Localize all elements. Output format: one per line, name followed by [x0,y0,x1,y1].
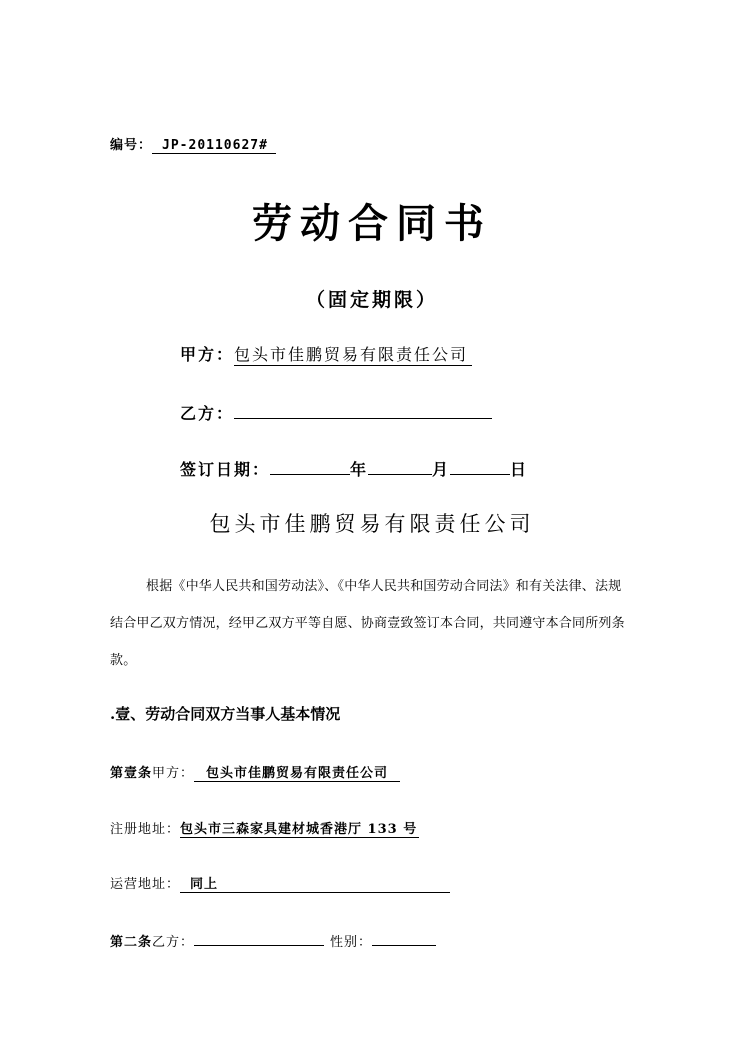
gender-label: 性别： [330,935,373,950]
party-b-label: 乙方： [180,404,235,423]
operating-address-row [110,873,450,893]
article-2-row [110,931,436,950]
party-a-value: 包头市佳鹏贸易有限责任公司 [234,342,472,366]
day-label: 日 [510,460,529,479]
sign-date-label: 签订日期： [180,460,271,479]
month-label: 月 [432,460,451,479]
registered-address-row [110,818,419,838]
registered-address-value: 包头市三森家具建材城香港厅 133 号 [180,818,419,838]
intro-text: 根据《中华人民共和国劳动法》、《中华人民共和国劳动合同法》和有关法律、法规结合甲乙双方情况，经甲乙双方平等自愿、协商壹致签订本合同，共同遵守本合同所列条款。 [110,579,625,668]
party-a-field [180,342,472,366]
sign-month-line[interactable] [368,456,432,475]
section-1-heading: .壹、劳动合同双方当事人基本情况 [110,705,341,723]
document-subtitle: （固定期限） [305,289,438,311]
sign-date-field [180,456,528,480]
article-1-number: 第壹条 [110,766,153,781]
party-a-label: 甲方： [180,345,235,364]
article-2-number: 第二条 [110,935,153,950]
document-title: 劳动合同书 [252,200,492,247]
article-1-label: 甲方： [152,766,195,781]
sign-year-line[interactable] [270,456,350,475]
operating-address-label: 运营地址： [110,877,181,892]
document-number [110,134,276,154]
party-b-field [180,400,492,424]
article-2-label: 乙方： [152,935,195,950]
operating-address-value: 同上 [180,873,450,893]
document-number-value: JP-20110627# [152,138,276,154]
party-b-name-line[interactable] [194,931,324,946]
gender-line[interactable] [372,931,436,946]
year-label: 年 [350,460,369,479]
company-heading: 包头市佳鹏贸易有限责任公司 [209,512,535,536]
sign-day-line[interactable] [450,456,510,475]
article-1-row [110,762,400,782]
registered-address-label: 注册地址： [110,822,181,837]
document-number-label: 编号： [110,138,153,153]
intro-paragraph [110,568,632,679]
party-b-value-line[interactable] [234,400,492,419]
article-1-value: 包头市佳鹏贸易有限责任公司 [194,762,400,782]
